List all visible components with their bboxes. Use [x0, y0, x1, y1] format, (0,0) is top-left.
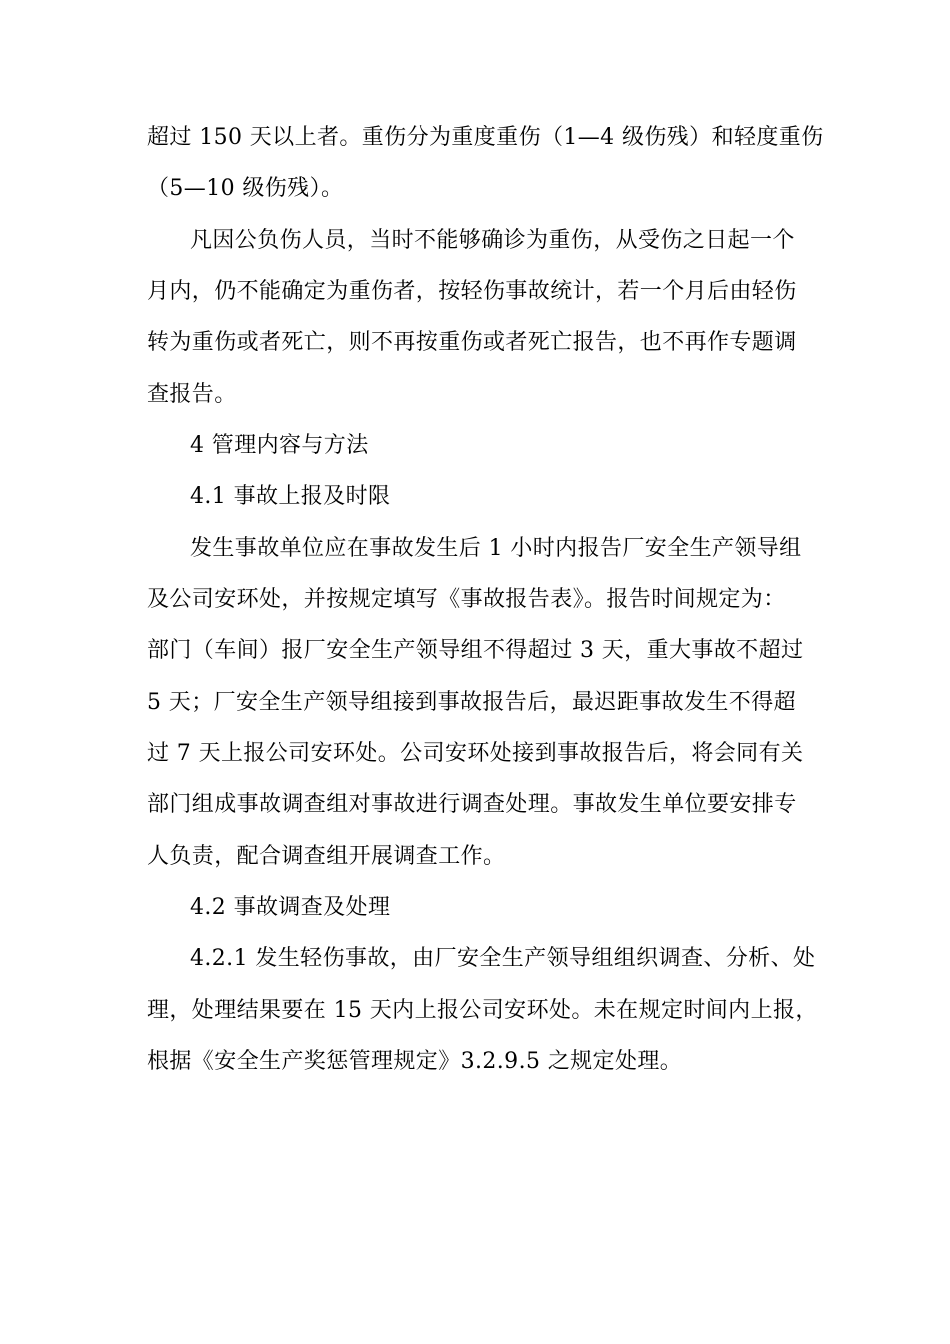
section-heading: 4.1 事故上报及时限	[190, 484, 391, 509]
text-line: 5 天；厂安全生产领导组接到事故报告后，最迟距事故发生不得超	[147, 690, 796, 715]
text-line: 发生事故单位应在事故发生后 1 小时内报告厂安全生产领导组	[190, 536, 802, 561]
text-line: 查报告。	[147, 382, 237, 407]
text-line: 根据《安全生产奖惩管理规定》3.2.9.5 之规定处理。	[147, 1049, 683, 1074]
text-line: 过 7 天上报公司安环处。公司安环处接到事故报告后，将会同有关	[147, 741, 804, 766]
text-line: 转为重伤或者死亡，则不再按重伤或者死亡报告，也不再作专题调	[147, 330, 797, 355]
section-heading: 4.2 事故调查及处理	[190, 895, 391, 920]
text-line: 部门（车间）报厂安全生产领导组不得超过 3 天，重大事故不超过	[147, 638, 804, 663]
text-line: （5—10 级伤残）。	[147, 176, 344, 201]
text-line: 超过 150 天以上者。重伤分为重度重伤（1—4 级伤残）和轻度重伤	[147, 125, 824, 150]
text-line: 4.2.1 发生轻伤事故，由厂安全生产领导组组织调查、分析、处	[190, 946, 816, 971]
text-line: 理，处理结果要在 15 天内上报公司安环处。未在规定时间内上报，	[147, 998, 818, 1023]
text-line: 月内，仍不能确定为重伤者，按轻伤事故统计，若一个月后由轻伤	[147, 279, 797, 304]
text-line: 部门组成事故调查组对事故进行调查处理。事故发生单位要安排专	[147, 792, 797, 817]
text-line: 及公司安环处，并按规定填写《事故报告表》。报告时间规定为：	[147, 587, 786, 612]
text-line: 人负责，配合调查组开展调查工作。	[147, 844, 506, 869]
text-line: 凡因公负伤人员，当时不能够确诊为重伤，从受伤之日起一个	[190, 228, 795, 253]
section-heading: 4 管理内容与方法	[190, 433, 369, 458]
